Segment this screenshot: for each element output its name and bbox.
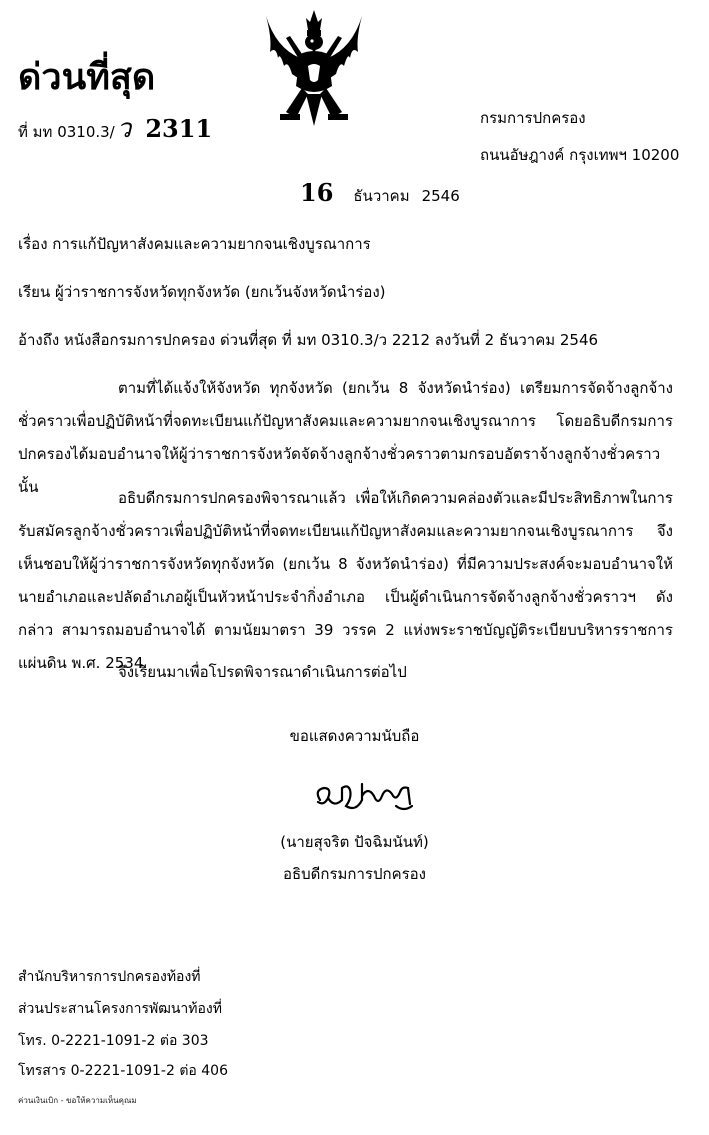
closing-request: จึงเรียนมาเพื่อโปรดพิจารณาดำเนินการต่อไป [118,663,407,681]
footer-division: ส่วนประสานโครงการพัฒนาท้องที่ [18,1001,222,1017]
letter-date [300,178,460,208]
date-day: 16 [300,178,334,207]
garuda-emblem [262,8,367,126]
footer-tiny-note: ค่วนเงินเบิก - ขอให้ความเห็นคุณม [18,1096,137,1105]
paragraph-2 [18,482,673,680]
footer-phone: โทร. 0-2221-1091-2 ต่อ 303 [18,1033,209,1049]
paragraph-1-text: ตามที่ได้แจ้งให้จังหวัด ทุกจังหวัด (ยกเว้น 8 จังหวัดนำร่อง) เตรียมการจัดจ้างลูกจ้างชั่วคราวเพื่อปฏิบัติหน้าที่จดทะเบียนแก้ปัญหาสังคมและความยากจนเชิงบูรณาการ โดยอธิบดีกรมการปกครองได้มอบอำนาจให้ผู้ว่าราชการจังหวัดจัดจ้างลูกจ้างชั่วคราวตามกรอบอัตราจ้างลูกจ้างชั่วคราว นั้น [18,379,673,496]
urgency-heading: ด่วนที่สุด [18,57,156,98]
footer-fax: โทรสาร 0-2221-1091-2 ต่อ 406 [18,1063,228,1079]
handwritten-signature [312,776,422,816]
ref-prefix: ที่ มท 0310.3/ [18,123,115,141]
org-address: ถนนอัษฎางค์ กรุงเทพฯ 10200 [480,146,680,164]
date-month: ธันวาคม [353,187,410,205]
reference-line: อ้างถึง หนังสือกรมการปกครอง ด่วนที่สุด ที่ มท 0310.3/ว 2212 ลงวันที่ 2 ธันวาคม 2546 [18,331,599,349]
subject-line: เรื่อง การแก้ปัญหาสังคมและความยากจนเชิงบูรณาการ [18,235,371,253]
paragraph-2-text: อธิบดีกรมการปกครองพิจารณาแล้ว เพื่อให้เกิดความคล่องตัวและมีประสิทธิภาพในการรับสมัครลูกจ้างชั่วคราวเพื่อปฏิบัติหน้าที่จดทะเบียนแก้ปัญหาสังคมและความยากจนเชิงบูรณาการ จึงเห็นชอบให้ผู้ว่าราชการจังหวัดทุกจังหวัด (ยกเว้น 8 จังหวัดนำร่อง) ที่มีความประสงค์จะมอบอำนาจให้นายอำเภอและปลัดอำเภอผู้เป็นหัวหน้าประจำกิ่งอำเภอ เป็นผู้ดำเนินการจัดจ้างลูกจ้างชั่วคราวฯ ดังกล่าว สามารถมอบอำนาจได้ ตามนัยมาตรา 39 วรรค 2 แห่งพระราชบัญญัติระเบียบบริหารราชการแผ่นดิน พ.ศ. 2534 [18,489,673,672]
date-year: 2546 [421,187,460,205]
addressee-line: เรียน ผู้ว่าราชการจังหวัดทุกจังหวัด (ยกเว้นจังหวัดนำร่อง) [18,283,386,301]
reference-number [18,108,212,149]
ref-number: 2311 [145,114,213,143]
footer-office: สำนักบริหารการปกครองท้องที่ [18,969,201,985]
ref-handwritten-mark: ว [116,114,132,144]
complimentary-close: ขอแสดงความนับถือ [289,727,420,745]
signatory-title: อธิบดีกรมการปกครอง [282,865,427,883]
signatory-name: (นายสุจริต ปัจฉิมนันท์) [280,833,429,851]
org-name: กรมการปกครอง [480,109,586,127]
